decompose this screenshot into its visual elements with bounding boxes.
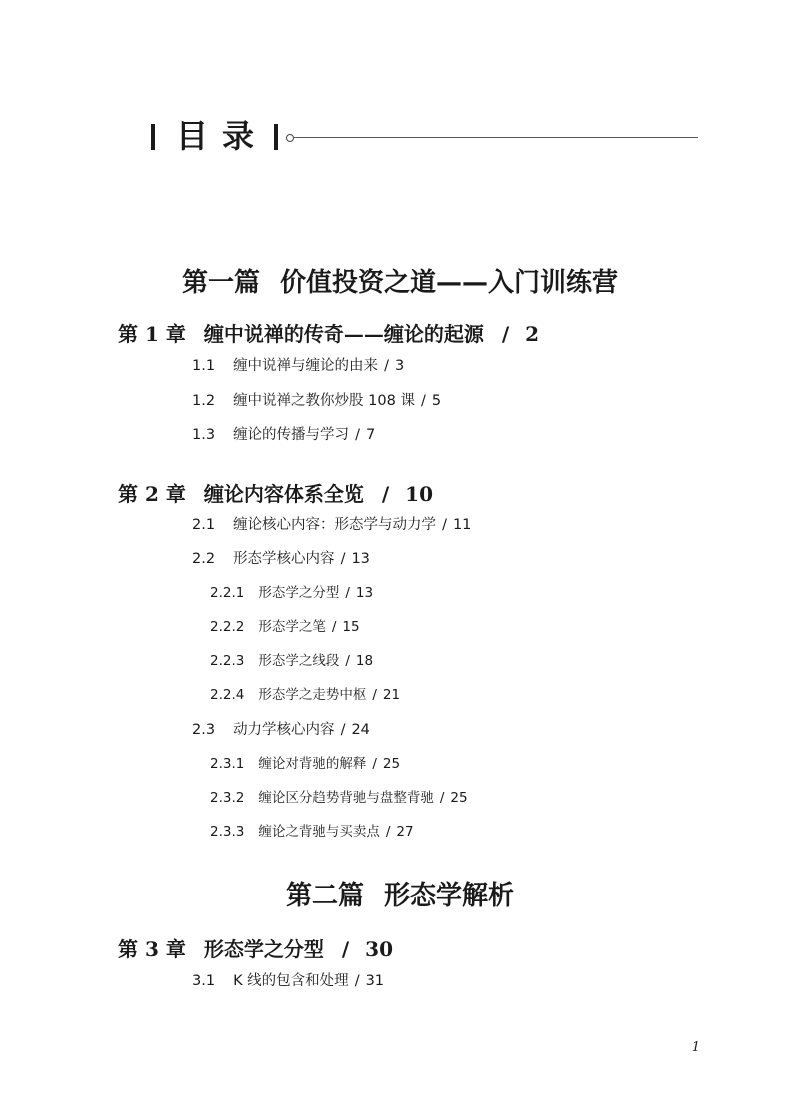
chapter-entry[interactable] — [118, 935, 393, 963]
section-number: 2.3.2 — [210, 790, 245, 806]
part-title: 形态学解析 — [384, 881, 515, 911]
chapter-label: 第 1 章 — [118, 322, 186, 346]
title-bar-right — [274, 124, 278, 150]
chapter-page: 10 — [405, 482, 433, 506]
separator: / — [501, 322, 510, 346]
toc-entry[interactable] — [210, 787, 468, 809]
section-page: 5 — [431, 393, 442, 409]
separator: / — [385, 824, 391, 840]
section-number: 2.3.1 — [210, 756, 245, 772]
chapter-title: 缠论内容体系全览 — [203, 482, 364, 506]
separator: / — [384, 358, 389, 374]
toc-entry[interactable] — [192, 355, 404, 377]
section-page: 13 — [355, 585, 374, 601]
section-page: 18 — [355, 653, 374, 669]
toc-entry[interactable] — [192, 719, 370, 741]
section-title: 缠中说禅之教你炒股 108 课 — [233, 393, 415, 409]
part-heading[interactable] — [0, 266, 800, 300]
separator: / — [340, 551, 346, 567]
toc-entry[interactable] — [192, 390, 441, 412]
section-title: 缠论对背驰的解释 — [258, 756, 367, 772]
separator: / — [372, 687, 377, 703]
toc-entry[interactable] — [192, 548, 370, 570]
section-title: 形态学之线段 — [258, 653, 340, 669]
part-heading[interactable] — [0, 879, 800, 913]
section-number: 3.1 — [192, 973, 216, 989]
section-number: 2.3.3 — [210, 824, 245, 840]
separator: / — [439, 790, 445, 806]
chapter-entry[interactable] — [118, 480, 433, 508]
section-title: 形态学之分型 — [258, 585, 340, 601]
section-title: 缠中说禅与缠论的由来 — [233, 358, 379, 374]
section-title: 缠论之背驰与买卖点 — [258, 824, 380, 840]
section-title: 形态学之笔 — [258, 619, 326, 635]
rule-dot — [286, 134, 294, 142]
chapter-label: 第 2 章 — [118, 482, 186, 506]
chapter-title: 缠中说禅的传奇——缠论的起源 — [203, 322, 484, 346]
separator: / — [340, 722, 346, 738]
section-page: 31 — [365, 973, 385, 989]
chapter-title: 形态学之分型 — [203, 937, 324, 961]
separator: / — [331, 619, 337, 635]
page-number: 1 — [691, 1040, 700, 1055]
separator: / — [345, 653, 350, 669]
section-number: 2.2.2 — [210, 619, 245, 635]
separator: / — [420, 393, 426, 409]
part-label: 第一篇 — [181, 268, 260, 298]
part-title: 价值投资之道——入门训练营 — [280, 268, 619, 298]
section-title: K 线的包含和处理 — [233, 973, 349, 989]
toc-entry[interactable] — [210, 582, 373, 604]
chapter-page: 2 — [525, 322, 540, 346]
chapter-label: 第 3 章 — [118, 937, 186, 961]
section-number: 1.1 — [192, 358, 216, 374]
chapter-page: 30 — [365, 937, 393, 961]
section-title: 缠论核心内容：形态学与动力学 — [233, 517, 437, 533]
section-page: 24 — [351, 722, 370, 738]
separator: / — [372, 756, 377, 772]
toc-entry[interactable] — [210, 650, 373, 672]
section-number: 1.2 — [192, 393, 216, 409]
section-title: 形态学核心内容 — [233, 551, 335, 567]
section-title: 缠论的传播与学习 — [233, 427, 350, 443]
section-page: 25 — [450, 790, 468, 806]
section-number: 2.2.1 — [210, 585, 245, 601]
separator: / — [345, 585, 350, 601]
section-title: 形态学之走势中枢 — [258, 687, 367, 703]
separator: / — [355, 427, 360, 443]
section-page: 25 — [382, 756, 401, 772]
section-title: 缠论区分趋势背驰与盘整背驰 — [258, 790, 434, 806]
separator: / — [354, 973, 360, 989]
section-number: 2.2 — [192, 551, 216, 567]
section-page: 7 — [365, 427, 376, 443]
toc-entry[interactable] — [210, 616, 360, 638]
part-label: 第二篇 — [285, 881, 364, 911]
title-rule — [294, 137, 698, 138]
section-page: 3 — [394, 358, 405, 374]
separator: / — [381, 482, 390, 506]
section-number: 2.2.4 — [210, 687, 245, 703]
section-page: 21 — [382, 687, 401, 703]
section-number: 1.3 — [192, 427, 216, 443]
section-number: 2.2.3 — [210, 653, 245, 669]
toc-entry[interactable] — [192, 424, 375, 446]
toc-entry[interactable] — [192, 514, 471, 536]
section-page: 27 — [396, 824, 414, 840]
separator: / — [341, 937, 350, 961]
toc-entry[interactable] — [210, 821, 414, 843]
chapter-entry[interactable] — [118, 320, 539, 348]
toc-header — [0, 110, 800, 160]
toc-entry[interactable] — [210, 753, 400, 775]
separator: / — [442, 517, 447, 533]
section-page: 11 — [452, 517, 472, 533]
section-number: 2.3 — [192, 722, 216, 738]
title-bar-left — [151, 124, 155, 150]
section-page: 15 — [342, 619, 360, 635]
toc-entry[interactable] — [210, 684, 400, 706]
section-page: 13 — [351, 551, 370, 567]
page-title: 目录 — [176, 117, 269, 155]
section-number: 2.1 — [192, 517, 216, 533]
toc-entry[interactable] — [192, 970, 384, 992]
section-title: 动力学核心内容 — [233, 722, 335, 738]
